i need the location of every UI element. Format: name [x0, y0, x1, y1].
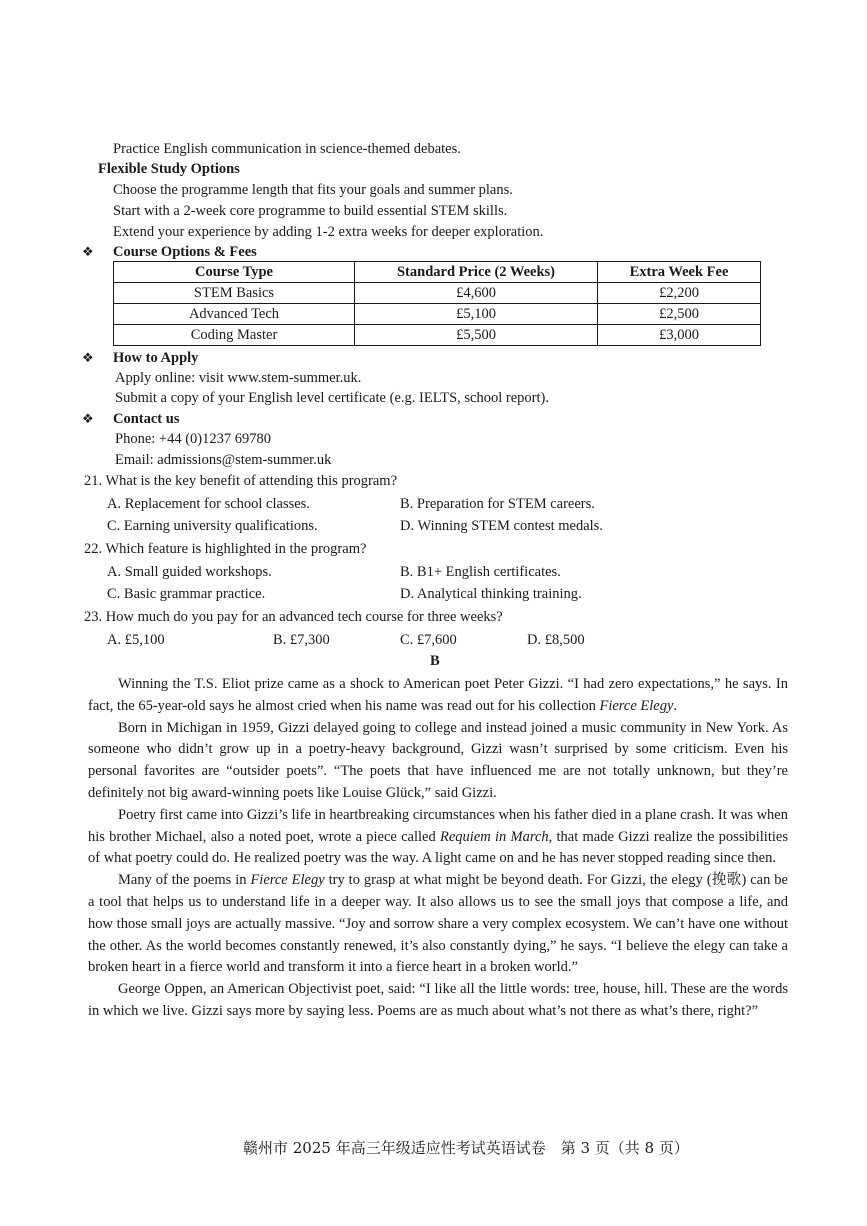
paragraph-3: Poetry first came into Gizzi’s life in heartbreaking circumstances when his father died in a plane crash. It was when his brother Michael, also a noted poet, wrote a piece called Requiem in March, that made Gizzi realize the possibilities of what poetry could do. He realized poetry was the way. A light came on and he has never stopped reading since then.	[88, 806, 788, 867]
debates-line: Practice English communication in science-themed debates.	[113, 141, 461, 157]
question-22-option-a: A. Small guided workshops.	[107, 564, 272, 580]
page-footer: 赣州市 2025 年高三年级适应性考试英语试卷 第 3 页（共 8 页）	[243, 1139, 689, 1157]
question-21-option-d: D. Winning STEM contest medals.	[400, 518, 603, 534]
apply-line-2: Submit a copy of your English level certificate (e.g. IELTS, school report).	[115, 390, 549, 406]
question-21-option-b: B. Preparation for STEM careers.	[400, 496, 595, 512]
table-row	[114, 304, 761, 325]
paragraph-1: Winning the T.S. Eliot prize came as a shock to American poet Peter Gizzi. “I had zero expectations,” he says. In fact, the 65-year-old says he almost cried when his name was read out for his collection Fierce Elegy.	[88, 676, 788, 714]
paragraph-5: George Oppen, an American Objectivist poet, said: “I like all the little words: tree, house, hill. These are the words in which we live. Gizzi says more by saying less. Poems are as much about what’s not there as what’s there, right?”	[88, 981, 788, 1019]
flexible-options-heading: Flexible Study Options	[98, 161, 240, 177]
question-23-option-d: D. £8,500	[527, 632, 585, 648]
question-21-option-a: A. Replacement for school classes.	[107, 496, 310, 512]
cell-price: £5,100	[355, 304, 598, 325]
cell-price: £5,500	[355, 325, 598, 346]
question-23-stem: 23. How much do you pay for an advanced tech course for three weeks?	[84, 609, 503, 625]
question-22-option-d: D. Analytical thinking training.	[400, 586, 582, 602]
table-header-row	[114, 262, 761, 283]
table-row	[114, 325, 761, 346]
paragraph-2: Born in Michigan in 1959, Gizzi delayed going to college and instead joined a music community in New York. As someone who didn’t grow up in a poetry-heavy background, Gizzi wasn’t surprised by some criticism. Even his personal favorites are “outsider poets”. “The poets that have influenced me are not totally unknown, but they’re definitely not big award-winning poets like Louise Glück,” said Gizzi.	[88, 719, 788, 801]
question-22-stem: 22. Which feature is highlighted in the program?	[84, 541, 367, 557]
bullet-diamond-icon: ❖	[82, 411, 94, 426]
paragraph-4: Many of the poems in Fierce Elegy try to grasp at what might be beyond death. For Gizzi, the elegy (挽歌) can be a tool that helps us to understand life in a deeper way. It also allows us to see the small joys that compose a life, and how those small joys are actually massive. “Joy and sorrow share a very complex ecosystem. We can’t have one without the other. As the world becomes constantly renewed, it’s also constantly dying,” he says. “I believe the elegy can take a broken heart in a fierce world and transform it into a fierce heart in a broken world.”	[88, 872, 788, 976]
question-23-option-c: C. £7,600	[400, 632, 457, 648]
question-22-option-b: B. B1+ English certificates.	[400, 564, 561, 580]
passage	[88, 674, 788, 1023]
book-title: Fierce Elegy	[250, 872, 325, 889]
flexible-line-2: Start with a 2-week core programme to build essential STEM skills.	[113, 203, 508, 219]
how-to-apply-heading: How to Apply	[113, 350, 199, 366]
contact-phone: Phone: +44 (0)1237 69780	[115, 431, 271, 447]
poem-title: Requiem in March	[440, 828, 549, 845]
question-21-option-c: C. Earning university qualifications.	[107, 518, 318, 534]
header-extra-week-fee: Extra Week Fee	[598, 262, 761, 283]
apply-line-1: Apply online: visit www.stem-summer.uk.	[115, 370, 362, 386]
book-title: Fierce Elegy	[599, 697, 674, 714]
cell-course: Advanced Tech	[114, 304, 355, 325]
table-row	[114, 283, 761, 304]
header-standard-price: Standard Price (2 Weeks)	[355, 262, 598, 283]
cell-extra: £2,200	[598, 283, 761, 304]
bullet-diamond-icon: ❖	[82, 244, 94, 259]
cell-price: £4,600	[355, 283, 598, 304]
cell-course: STEM Basics	[114, 283, 355, 304]
cell-course: Coding Master	[114, 325, 355, 346]
bullet-diamond-icon: ❖	[82, 350, 94, 365]
flexible-line-1: Choose the programme length that fits your goals and summer plans.	[113, 182, 513, 198]
header-course-type: Course Type	[114, 262, 355, 283]
question-21-stem: 21. What is the key benefit of attending this program?	[84, 473, 398, 489]
contact-heading: Contact us	[113, 411, 180, 427]
section-b-label: B	[430, 653, 440, 669]
question-23-option-b: B. £7,300	[273, 632, 330, 648]
flexible-line-3: Extend your experience by adding 1-2 extra weeks for deeper exploration.	[113, 224, 544, 240]
question-23-option-a: A. £5,100	[107, 632, 165, 648]
course-options-heading: Course Options & Fees	[113, 244, 257, 260]
contact-email: Email: admissions@stem-summer.uk	[115, 452, 332, 468]
fees-table	[113, 261, 761, 346]
cell-extra: £2,500	[598, 304, 761, 325]
question-22-option-c: C. Basic grammar practice.	[107, 586, 266, 602]
cell-extra: £3,000	[598, 325, 761, 346]
